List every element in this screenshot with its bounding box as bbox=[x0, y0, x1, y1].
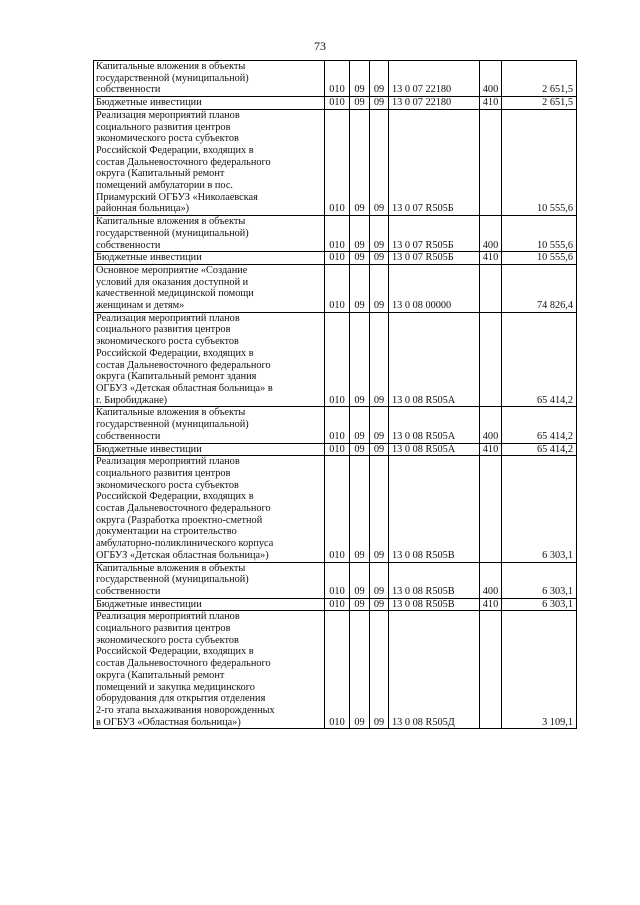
item-name-line: округа (Капитальный ремонт bbox=[96, 168, 225, 180]
item-name-line: государственной (муниципальной) bbox=[96, 227, 249, 239]
item-name-line: Бюджетные инвестиции bbox=[96, 443, 202, 455]
item-name-line: состав Дальневосточного федерального bbox=[96, 658, 271, 670]
ministry-code-cell: 010 bbox=[325, 611, 350, 729]
item-name-line: собственности bbox=[96, 84, 161, 96]
item-name-cell bbox=[94, 598, 325, 611]
item-name-cell bbox=[94, 264, 325, 312]
expense-type-cell bbox=[480, 109, 502, 215]
item-name-line: Российской Федерации, входящих в bbox=[96, 491, 254, 503]
item-name-line: Бюджетные инвестиции bbox=[96, 252, 202, 264]
section-code-cell: 09 bbox=[350, 598, 370, 611]
table-row bbox=[94, 611, 577, 729]
item-name-line: Приамурский ОГБУЗ «Николаевская bbox=[96, 191, 258, 203]
item-name-line: состав Дальневосточного федерального bbox=[96, 503, 271, 515]
subsection-code-cell: 09 bbox=[370, 456, 389, 562]
expense-type-cell: 410 bbox=[480, 443, 502, 456]
item-name-cell bbox=[94, 97, 325, 110]
expense-type-cell bbox=[480, 456, 502, 562]
table-row bbox=[94, 109, 577, 215]
subsection-code-cell: 09 bbox=[370, 562, 389, 598]
item-name-line: Реализация мероприятий планов bbox=[96, 456, 240, 468]
ministry-code-cell: 010 bbox=[325, 109, 350, 215]
item-name-line: условий для оказания доступной и bbox=[96, 276, 249, 288]
table-row bbox=[94, 216, 577, 252]
amount-cell: 2 651,5 bbox=[502, 97, 577, 110]
item-name-line: государственной (муниципальной) bbox=[96, 72, 249, 84]
target-article-cell: 13 0 08 R505В bbox=[389, 562, 480, 598]
item-name-line: районная больница») bbox=[96, 203, 190, 215]
section-code-cell: 09 bbox=[350, 611, 370, 729]
amount-cell: 6 303,1 bbox=[502, 562, 577, 598]
ministry-code-cell: 010 bbox=[325, 598, 350, 611]
target-article-cell: 13 0 07 R505Б bbox=[389, 216, 480, 252]
budget-table bbox=[93, 60, 577, 729]
table-row bbox=[94, 562, 577, 598]
section-code-cell: 09 bbox=[350, 97, 370, 110]
target-article-cell: 13 0 08 R505В bbox=[389, 598, 480, 611]
table-row bbox=[94, 252, 577, 265]
item-name-cell bbox=[94, 61, 325, 97]
expense-type-cell: 410 bbox=[480, 97, 502, 110]
target-article-cell: 13 0 08 R505А bbox=[389, 407, 480, 443]
item-name-line: г. Биробиджане) bbox=[96, 394, 168, 406]
item-name-line: государственной (муниципальной) bbox=[96, 419, 249, 431]
ministry-code-cell: 010 bbox=[325, 216, 350, 252]
item-name-cell bbox=[94, 109, 325, 215]
item-name-line: округа (Капитальный ремонт здания bbox=[96, 371, 257, 383]
target-article-cell: 13 0 08 00000 bbox=[389, 264, 480, 312]
item-name-line: в ОГБУЗ «Областная больница») bbox=[96, 716, 241, 728]
item-name-cell bbox=[94, 312, 325, 407]
subsection-code-cell: 09 bbox=[370, 97, 389, 110]
item-name-cell bbox=[94, 611, 325, 729]
table-row bbox=[94, 264, 577, 312]
item-name-line: амбулаторно-поликлинического корпуса bbox=[96, 538, 274, 550]
target-article-cell: 13 0 07 R505Б bbox=[389, 109, 480, 215]
expense-type-cell bbox=[480, 312, 502, 407]
expense-type-cell: 410 bbox=[480, 252, 502, 265]
item-name-line: Реализация мероприятий планов bbox=[96, 109, 240, 121]
subsection-code-cell: 09 bbox=[370, 443, 389, 456]
item-name-line: собственности bbox=[96, 239, 161, 251]
item-name-line: социального развития центров bbox=[96, 623, 231, 635]
target-article-cell: 13 0 07 22180 bbox=[389, 61, 480, 97]
subsection-code-cell: 09 bbox=[370, 407, 389, 443]
table-row bbox=[94, 598, 577, 611]
amount-cell: 65 414,2 bbox=[502, 443, 577, 456]
expense-type-cell: 400 bbox=[480, 562, 502, 598]
section-code-cell: 09 bbox=[350, 216, 370, 252]
item-name-line: экономического роста субъектов bbox=[96, 133, 239, 145]
section-code-cell: 09 bbox=[350, 312, 370, 407]
item-name-line: Российской Федерации, входящих в bbox=[96, 646, 254, 658]
ministry-code-cell: 010 bbox=[325, 312, 350, 407]
section-code-cell: 09 bbox=[350, 562, 370, 598]
item-name-line: Российской Федерации, входящих в bbox=[96, 347, 254, 359]
amount-cell: 10 555,6 bbox=[502, 109, 577, 215]
amount-cell: 3 109,1 bbox=[502, 611, 577, 729]
item-name-line: помещений амбулатории в пос. bbox=[96, 180, 233, 192]
expense-type-cell: 400 bbox=[480, 61, 502, 97]
item-name-line: ОГБУЗ «Детская областная больница») bbox=[96, 549, 269, 561]
budget-table-body bbox=[94, 61, 577, 729]
expense-type-cell: 400 bbox=[480, 407, 502, 443]
target-article-cell: 13 0 08 R505Д bbox=[389, 611, 480, 729]
amount-cell: 6 303,1 bbox=[502, 598, 577, 611]
section-code-cell: 09 bbox=[350, 407, 370, 443]
item-name-line: Бюджетные инвестиции bbox=[96, 598, 202, 610]
expense-type-cell: 400 bbox=[480, 216, 502, 252]
page-number: 73 bbox=[314, 39, 326, 53]
item-name-line: Капитальные вложения в объекты bbox=[96, 216, 246, 228]
item-name-line: экономического роста субъектов bbox=[96, 634, 239, 646]
expense-type-cell: 410 bbox=[480, 598, 502, 611]
item-name-line: Реализация мероприятий планов bbox=[96, 312, 240, 324]
item-name-line: собственности bbox=[96, 430, 161, 442]
ministry-code-cell: 010 bbox=[325, 443, 350, 456]
subsection-code-cell: 09 bbox=[370, 312, 389, 407]
item-name-line: округа (Разработка проектно-сметной bbox=[96, 514, 263, 526]
item-name-line: Капитальные вложения в объекты bbox=[96, 562, 246, 574]
subsection-code-cell: 09 bbox=[370, 216, 389, 252]
item-name-line: Бюджетные инвестиции bbox=[96, 97, 202, 109]
section-code-cell: 09 bbox=[350, 456, 370, 562]
amount-cell: 10 555,6 bbox=[502, 252, 577, 265]
item-name-line: экономического роста субъектов bbox=[96, 479, 239, 491]
item-name-line: состав Дальневосточного федерального bbox=[96, 156, 271, 168]
item-name-line: оборудования для открытия отделения bbox=[96, 693, 266, 705]
ministry-code-cell: 010 bbox=[325, 407, 350, 443]
amount-cell: 74 826,4 bbox=[502, 264, 577, 312]
item-name-cell bbox=[94, 252, 325, 265]
section-code-cell: 09 bbox=[350, 264, 370, 312]
item-name-line: ОГБУЗ «Детская областная больница» в bbox=[96, 382, 273, 394]
subsection-code-cell: 09 bbox=[370, 109, 389, 215]
table-row bbox=[94, 443, 577, 456]
expense-type-cell bbox=[480, 264, 502, 312]
amount-cell: 65 414,2 bbox=[502, 407, 577, 443]
amount-cell: 2 651,5 bbox=[502, 61, 577, 97]
table-row bbox=[94, 456, 577, 562]
ministry-code-cell: 010 bbox=[325, 562, 350, 598]
amount-cell: 65 414,2 bbox=[502, 312, 577, 407]
ministry-code-cell: 010 bbox=[325, 61, 350, 97]
item-name-line: документации на строительство bbox=[96, 526, 237, 538]
section-code-cell: 09 bbox=[350, 61, 370, 97]
target-article-cell: 13 0 07 22180 bbox=[389, 97, 480, 110]
ministry-code-cell: 010 bbox=[325, 252, 350, 265]
ministry-code-cell: 010 bbox=[325, 264, 350, 312]
target-article-cell: 13 0 07 R505Б bbox=[389, 252, 480, 265]
section-code-cell: 09 bbox=[350, 443, 370, 456]
target-article-cell: 13 0 08 R505А bbox=[389, 312, 480, 407]
item-name-line: экономического роста субъектов bbox=[96, 336, 239, 348]
subsection-code-cell: 09 bbox=[370, 611, 389, 729]
item-name-line: состав Дальневосточного федерального bbox=[96, 359, 271, 371]
amount-cell: 6 303,1 bbox=[502, 456, 577, 562]
item-name-line: Основное мероприятие «Создание bbox=[96, 264, 248, 276]
subsection-code-cell: 09 bbox=[370, 252, 389, 265]
item-name-line: женщинам и детям» bbox=[96, 300, 185, 312]
subsection-code-cell: 09 bbox=[370, 61, 389, 97]
target-article-cell: 13 0 08 R505А bbox=[389, 443, 480, 456]
item-name-cell bbox=[94, 407, 325, 443]
item-name-line: социального развития центров bbox=[96, 467, 231, 479]
item-name-line: помещений и закупка медицинского bbox=[96, 681, 255, 693]
item-name-line: Капитальные вложения в объекты bbox=[96, 61, 246, 72]
item-name-line: 2-го этапа выхаживания новорожденных bbox=[96, 704, 275, 716]
item-name-cell bbox=[94, 562, 325, 598]
item-name-line: социального развития центров bbox=[96, 324, 231, 336]
table-row bbox=[94, 407, 577, 443]
ministry-code-cell: 010 bbox=[325, 456, 350, 562]
table-row bbox=[94, 312, 577, 407]
item-name-line: округа (Капитальный ремонт bbox=[96, 669, 225, 681]
item-name-cell bbox=[94, 443, 325, 456]
table-row bbox=[94, 61, 577, 97]
item-name-line: Реализация мероприятий планов bbox=[96, 611, 240, 623]
table-row bbox=[94, 97, 577, 110]
subsection-code-cell: 09 bbox=[370, 598, 389, 611]
amount-cell: 10 555,6 bbox=[502, 216, 577, 252]
section-code-cell: 09 bbox=[350, 109, 370, 215]
item-name-cell bbox=[94, 456, 325, 562]
item-name-line: качественной медицинской помощи bbox=[96, 288, 254, 300]
item-name-line: государственной (муниципальной) bbox=[96, 574, 249, 586]
item-name-line: Капитальные вложения в объекты bbox=[96, 407, 246, 419]
section-code-cell: 09 bbox=[350, 252, 370, 265]
item-name-line: Российской Федерации, входящих в bbox=[96, 144, 254, 156]
target-article-cell: 13 0 08 R505В bbox=[389, 456, 480, 562]
subsection-code-cell: 09 bbox=[370, 264, 389, 312]
ministry-code-cell: 010 bbox=[325, 97, 350, 110]
item-name-line: собственности bbox=[96, 585, 161, 597]
expense-type-cell bbox=[480, 611, 502, 729]
item-name-line: социального развития центров bbox=[96, 121, 231, 133]
item-name-cell bbox=[94, 216, 325, 252]
